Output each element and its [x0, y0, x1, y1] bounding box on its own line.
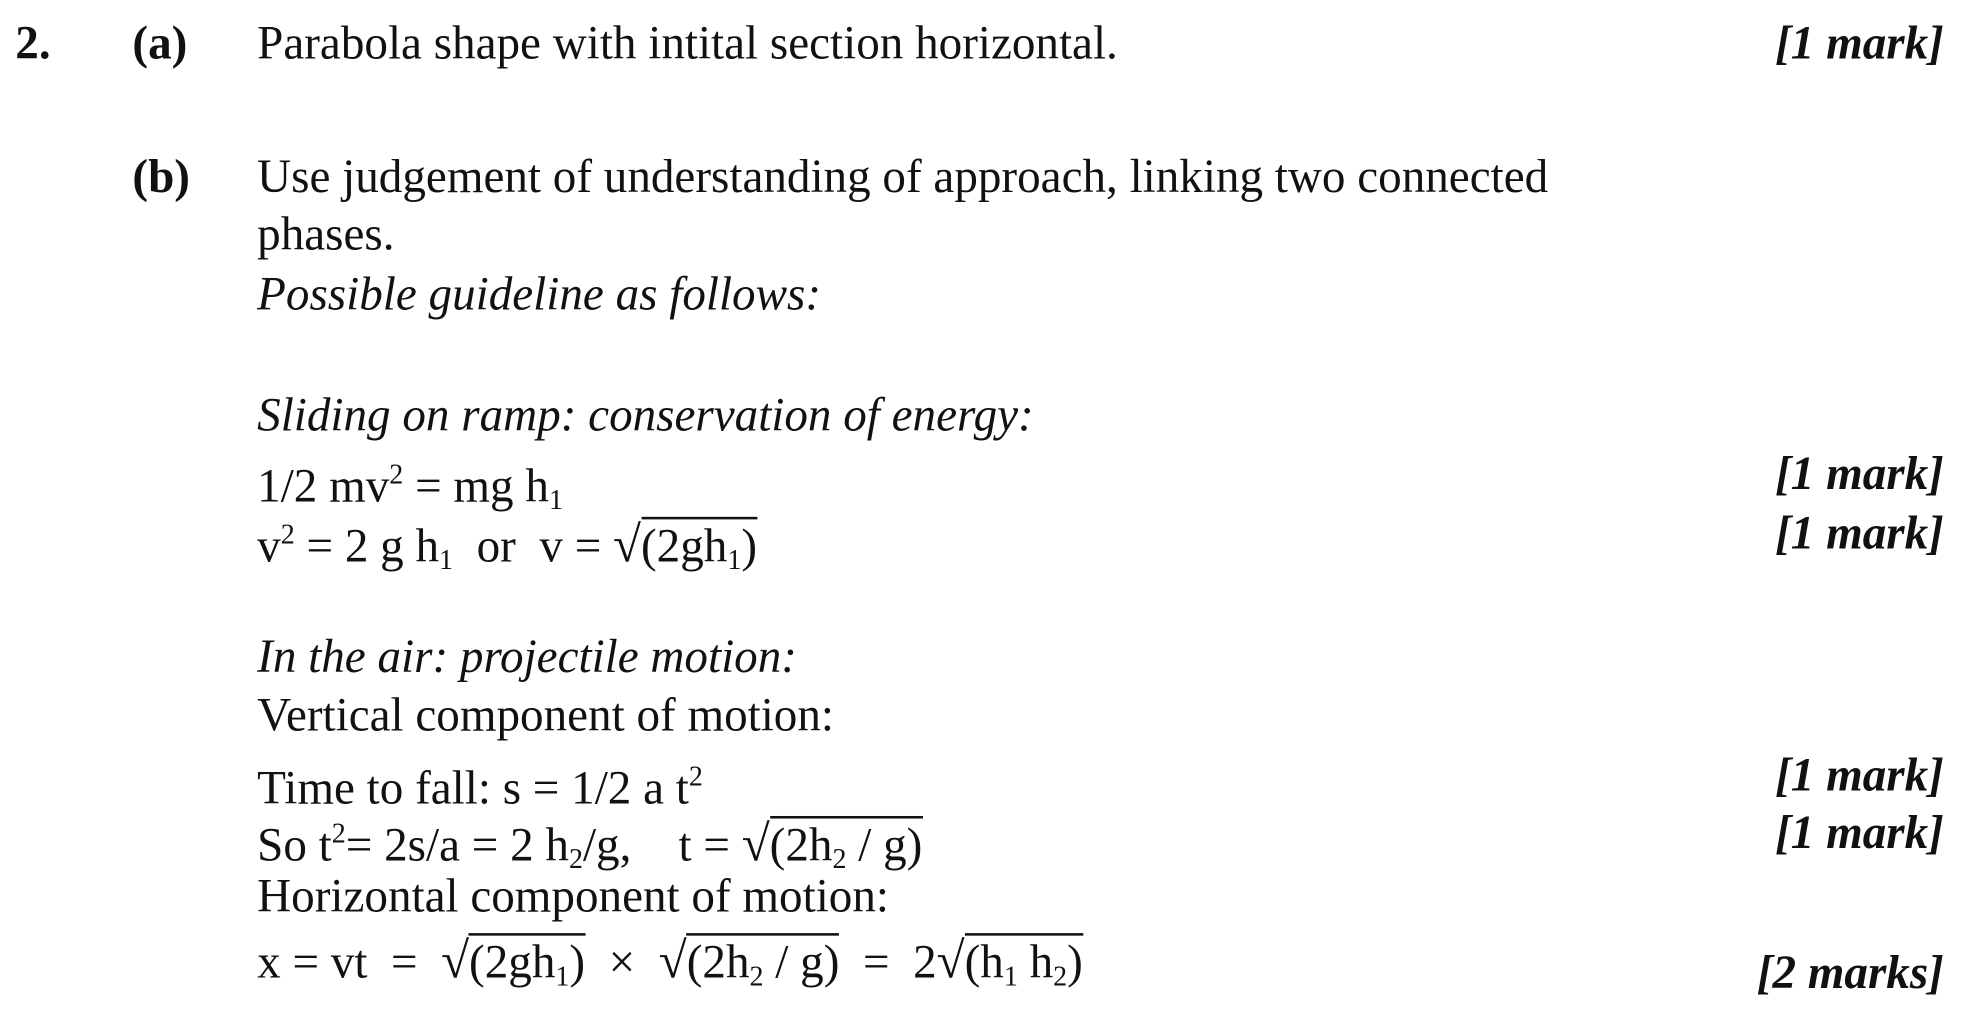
- question-number: 2.: [15, 17, 51, 71]
- part-a-mark: [1 mark]: [1775, 17, 1944, 71]
- part-a-text: Parabola shape with intital section horizontal.: [257, 17, 1118, 71]
- part-b-intro-1: Use judgement of understanding of approach, linking two connected: [257, 151, 1549, 204]
- sqrt-expression: $√(h_1$ $h_2$): [936, 931, 1083, 992]
- part-b-intro-2: phases.: [257, 208, 395, 261]
- equation-fall-time: Time to fall: s = 1/2 a $t^2$: [257, 759, 703, 815]
- sqrt-expression: $√(2h_2 / g)$: [741, 814, 923, 875]
- eq4-mark: [1 mark]: [1775, 807, 1944, 860]
- vertical-heading: Vertical component of motion:: [257, 689, 835, 743]
- eq3-mark: [1 mark]: [1775, 749, 1944, 802]
- sqrt-expression: $√(2gh_1)$: [441, 931, 586, 992]
- ramp-heading: Sliding on ramp: conservation of energy:: [257, 389, 1034, 442]
- equation-distance: x = vt = $√(2gh_1) \times √(2h_2 / g) = 2√(h_1$ $h_2$): [257, 936, 1083, 1002]
- air-heading: In the air: projectile motion:: [257, 631, 797, 684]
- eq5-mark: [2 marks]: [1756, 947, 1944, 1000]
- sqrt-expression: $√(2gh_1)$: [613, 515, 758, 576]
- eq1-mark: [1 mark]: [1775, 448, 1944, 501]
- sqrt-expression: $√(2h_2 / g)$: [658, 931, 840, 992]
- eq2-mark: [1 mark]: [1775, 507, 1944, 561]
- equation-velocity: $v^2 = 2$ g $h_1$ or $v = √(2gh_1)$: [257, 509, 757, 585]
- part-b-label: (b): [132, 151, 190, 204]
- part-a-label: (a): [132, 17, 188, 71]
- equation-energy: 1/2 $mv^2$ = mg $h_1$: [257, 458, 563, 516]
- horizontal-heading: Horizontal component of motion:: [257, 870, 889, 923]
- equation-time: So $t^2= 2s/a = 2$ $h_2/g$, $t = √(2h_2 / g)$: [257, 808, 922, 884]
- guideline-heading: Possible guideline as follows:: [257, 268, 822, 321]
